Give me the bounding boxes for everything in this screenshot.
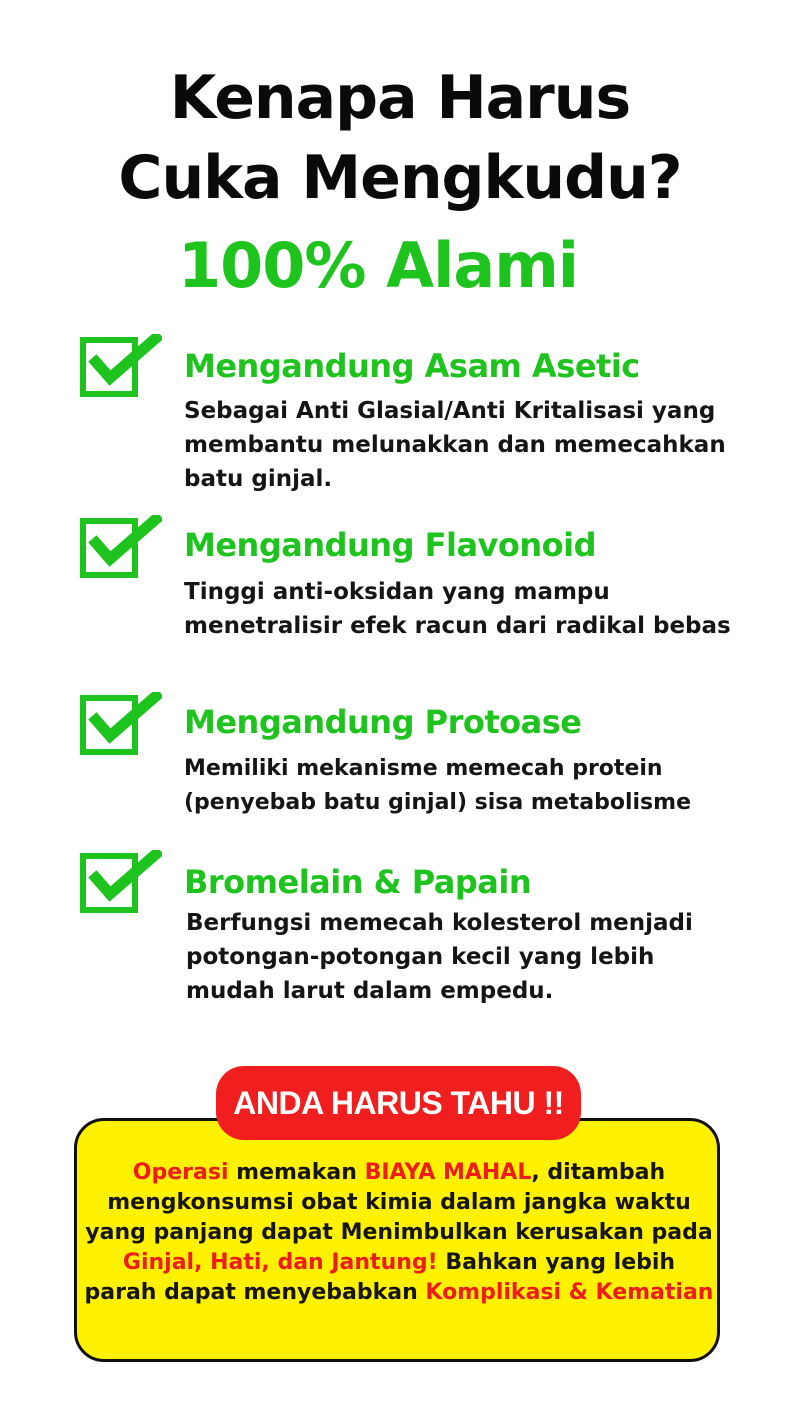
checkbox-check-icon xyxy=(80,334,162,400)
warning-text-highlight: Komplikasi & Kematian xyxy=(425,1280,714,1305)
benefit-description: Memiliki mekanisme memecah protein (penyebab batu ginjal) sisa metabolisme xyxy=(184,756,691,815)
warning-text-segment: , ditambah mengkonsumsi obat kimia dalam jangka waktu yang panjang dapat Menimbulkan kerusakan pada xyxy=(85,1160,713,1245)
warning-text-segment: memakan xyxy=(228,1160,365,1185)
title-line-2: Cuka Mengkudu? xyxy=(118,143,682,213)
warning-label: ANDA HARUS TAHU !! xyxy=(216,1066,581,1140)
benefit-description: Berfungsi memecah kolesterol menjadi potongan-potongan kecil yang lebih mudah larut dalam empedu. xyxy=(186,910,693,1004)
subtitle: 100% Alami xyxy=(178,229,579,302)
page-title xyxy=(0,58,800,218)
benefit-description: Tinggi anti-oksidan yang mampu menetralisir efek racun dari radikal bebas xyxy=(184,579,731,639)
checkbox-check-icon xyxy=(80,515,162,581)
benefit-title: Bromelain & Papain xyxy=(184,863,532,901)
benefit-title: Mengandung Protoase xyxy=(184,703,582,741)
benefit-title: Mengandung Flavonoid xyxy=(184,526,597,564)
checkbox-check-icon xyxy=(80,850,162,916)
title-line-1: Kenapa Harus xyxy=(169,63,631,133)
warning-text-highlight: Operasi xyxy=(132,1160,229,1185)
benefit-description: Sebagai Anti Glasial/Anti Kritalisasi yang membantu melunakkan dan memecahkan batu ginjal. xyxy=(184,398,726,492)
warning-text-segment: Bahkan yang lebih parah dapat menyebabkan xyxy=(84,1250,676,1305)
warning-text-highlight: BIAYA MAHAL xyxy=(364,1160,532,1185)
benefit-title: Mengandung Asam Asetic xyxy=(184,347,640,385)
warning-text xyxy=(84,1158,714,1308)
warning-text-highlight: Ginjal, Hati, dan Jantung! xyxy=(122,1250,438,1275)
checkbox-check-icon xyxy=(80,692,162,758)
